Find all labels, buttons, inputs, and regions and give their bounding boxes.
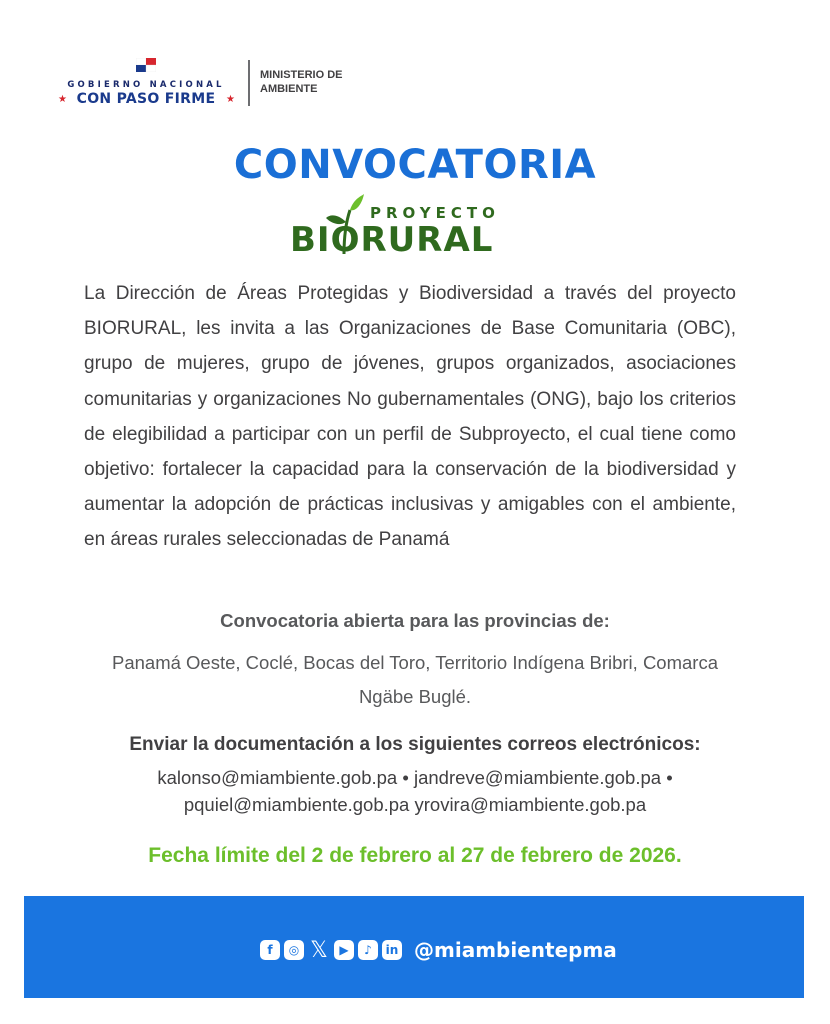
provinces-list: Panamá Oeste, Coclé, Bocas del Toro, Territorio Indígena Bribri, Comarca Ngäbe Buglé. (112, 652, 718, 707)
youtube-icon[interactable]: ▶ (334, 940, 354, 960)
provinces-heading: Convocatoria abierta para las provincias de: (220, 610, 610, 631)
body-paragraph: La Dirección de Áreas Protegidas y Biodiversidad a través del proyecto BIORURAL, les invita a las Organizaciones de Base Comunitaria (OBC), grupo de mujeres, grupo de jóvenes, grupos organizados, asociaciones comunitarias y organizaciones No gubernamentales (ONG), bajo los criterios de elegibilidad a participar con un perfil de Subproyecto, el cual tiene como objetivo: fortalecer la capacidad para la conservación de la biodiversidad y aumentar la adopción de prácticas inclusivas y amigables con el ambiente, en áreas rurales seleccionadas de Panamá (84, 283, 736, 551)
tiktok-icon[interactable]: ♪ (358, 940, 378, 960)
linkedin-icon[interactable]: in (382, 940, 402, 960)
social-handle[interactable]: @miambientepma (414, 938, 617, 962)
header-divider (248, 60, 250, 106)
logo-biorural-text: BIORURAL (290, 220, 494, 260)
gov-line1: GOBIERNO NACIONAL (67, 80, 225, 90)
star-icon: ★ (226, 94, 235, 105)
email-list (0, 764, 830, 818)
logo-proyecto-text: PROYECTO (370, 204, 500, 222)
ministry-line2: AMBIENTE (260, 83, 318, 95)
facebook-icon[interactable]: f (260, 940, 280, 960)
ministry-line1: MINISTERIO DE (260, 69, 343, 81)
emails-line2: pquiel@miambiente.gob.pa yrovira@miambiente.gob.pa (183, 794, 647, 815)
x-icon[interactable]: 𝕏 (310, 937, 328, 963)
header-logos (56, 54, 376, 114)
star-icon: ★ (58, 94, 67, 105)
social-row (260, 938, 617, 962)
footer-band (24, 896, 804, 998)
send-heading: Enviar la documentación a los siguientes correos electrónicos: (129, 734, 701, 755)
page-title: CONVOCATORIA (233, 142, 597, 188)
instagram-icon[interactable]: ◎ (284, 940, 304, 960)
emails-line1: kalonso@miambiente.gob.pa • jandreve@miambiente.gob.pa • (157, 767, 673, 788)
gobierno-nacional-logo (56, 54, 236, 110)
ministry-name (260, 68, 343, 96)
gov-line2: CON PASO FIRME (76, 91, 216, 107)
deadline-text: Fecha límite del 2 de febrero al 27 de febrero de 2026. (148, 844, 682, 867)
biorural-logo (290, 192, 540, 262)
panama-flag-icon (136, 58, 156, 72)
